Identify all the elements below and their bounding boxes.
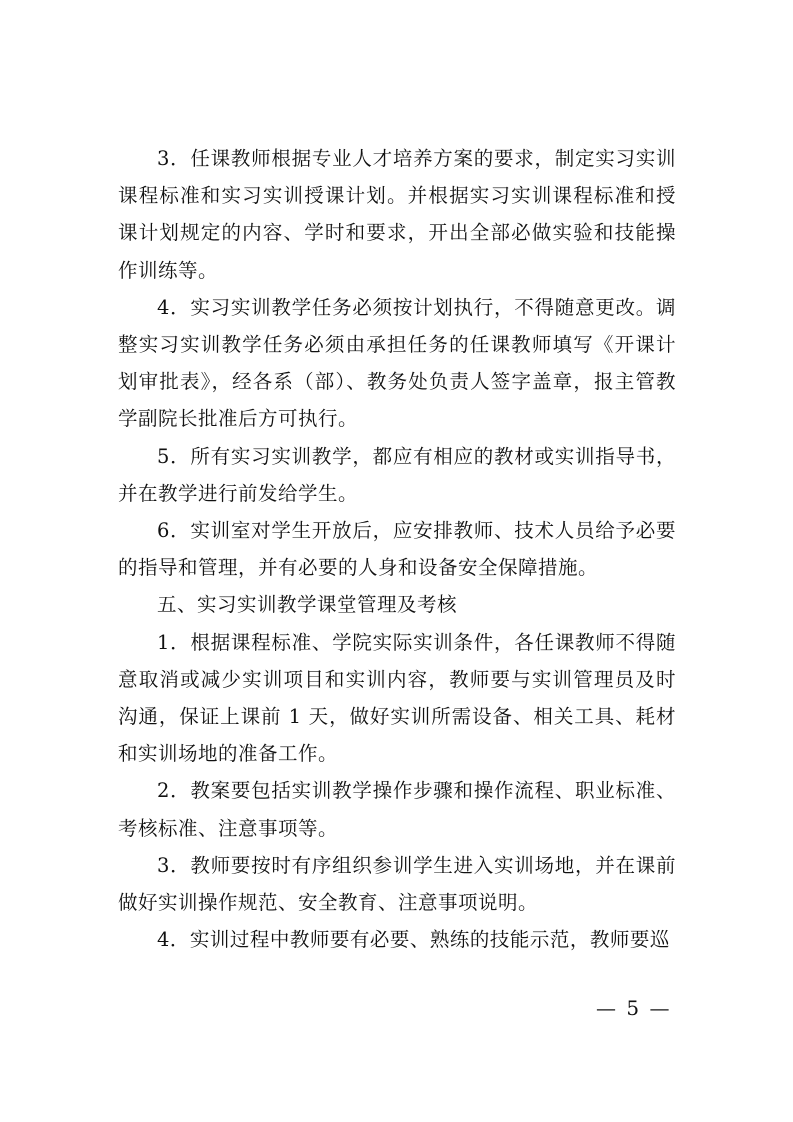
paragraph-item-3: 3．任课教师根据专业人才培养方案的要求，制定实习实训课程标准和实习实训授课计划。并根据实习实训课程标准和授课计划规定的内容、学时和要求，开出全部必做实验和技能操作训练等。	[118, 147, 676, 282]
paragraph-item-4: 4．实习实训教学任务必须按计划执行，不得随意更改。调整实习实训教学任务必须由承担任务的任课教师填写《开课计划审批表》，经各系（部）、教务处负责人签字盖章，报主管教学副院长批准后方可执行。	[118, 295, 676, 431]
paragraph-item-2: 2．教案要包括实训教学操作步骤和操作流程、职业标准、考核标准、注意事项等。	[118, 779, 676, 840]
paragraph-item-4b: 4．实训过程中教师要有必要、熟练的技能示范，教师要巡	[157, 928, 670, 952]
section-heading: 五、实习实训教学课堂管理及考核	[157, 593, 458, 617]
paragraph-item-3b: 3．教师要按时有序组织参训学生进入实训场地，并在课前做好实训操作规范、安全教育、注意事项说明。	[118, 853, 676, 915]
paragraph-item-6: 6．实训室对学生开放后，应安排教师、技术人员给予必要的指导和管理，并有必要的人身和设备安全保障措施。	[118, 519, 676, 580]
page-number: — 5 —	[596, 996, 672, 1020]
paragraph-item-1: 1．根据课程标准、学院实际实训条件，各任课教师不得随意取消或减少实训项目和实训内容，教师要与实训管理员及时沟通，保证上课前 1 天，做好实训所需设备、相关工具、耗材和实训场地的准备工作。	[118, 630, 676, 766]
paragraph-item-5: 5．所有实习实训教学，都应有相应的教材或实训指导书，并在教学进行前发给学生。	[118, 444, 676, 505]
document-body	[118, 140, 676, 958]
